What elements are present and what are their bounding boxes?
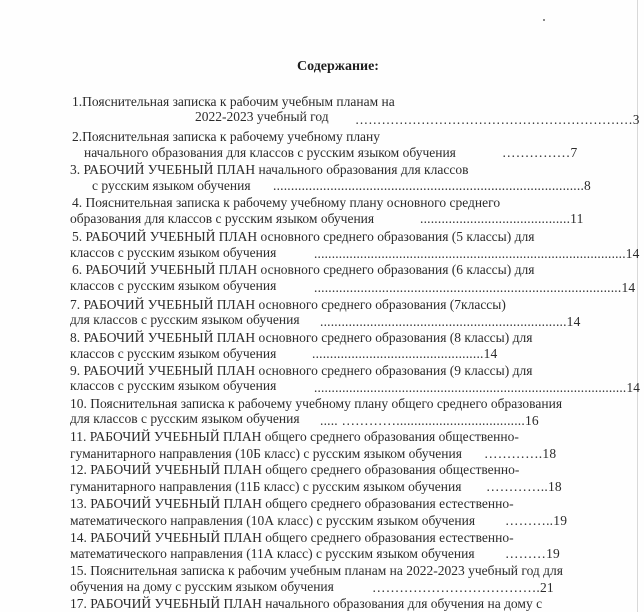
toc-entry-6-line-2: классов с русским языком обучения [70,278,277,293]
toc-entry-13-line-2: математического направления (10А класс) с русским языком обучения [70,513,476,528]
toc-entry-9-leader: .........................................................................................14 [314,380,641,395]
toc-entry-15-leader: ……………………………….21 [372,580,554,595]
toc-entry-9-line-2: классов с русским языком обучения [70,378,277,393]
toc-entry-3-leader: .......................................................................................8 [273,178,591,193]
toc-entry-4-line-2: образования для классов с русским языком обучения [70,211,375,226]
toc-entry-1-line-1: 1.Пояснительная записка к рабочим учебным планам на [72,94,395,109]
toc-entry-11-line-2: гуманитарного направления (10Б класс) с русским языком обучения [70,446,462,461]
toc-entry-5-line-1: 5. РАБОЧИЙ УЧЕБНЫЙ ПЛАН основного среднего образования (5 классы) для [72,229,535,244]
toc-entry-4-leader: ..........................................11 [420,211,584,226]
toc-entry-12-line-1: 12. РАБОЧИЙ УЧЕБНЫЙ ПЛАН общего среднего образования общественно- [70,462,520,477]
toc-entry-1-leader: ………………………………………………………3 [355,112,640,127]
toc-entry-7-line-2: для классов с русским языком обучения [70,312,300,327]
toc-entry-13-leader: ………..19 [505,513,568,528]
toc-entry-8-leader: ................................................14 [312,346,498,361]
toc-entry-2-line-2: начального образования для классов с русским языком обучения [84,145,456,160]
toc-entry-5-line-2: классов с русским языком обучения [70,245,277,260]
toc-entry-2-line-1: 2.Пояснительная записка к рабочему учебному плану [72,129,381,144]
toc-entry-10-leader: ..... …………....................................16 [320,413,539,428]
toc-entry-12-leader: …………..18 [486,479,562,494]
toc-entry-6-line-1: 6. РАБОЧИЙ УЧЕБНЫЙ ПЛАН основного среднего образования (6 классы) для [72,262,535,277]
toc-entry-14-leader: ………19 [505,546,560,561]
toc-entry-10-line-2: для классов с русским языком обучения [70,411,300,426]
toc-entry-11-leader: ………….18 [484,446,557,461]
toc-entry-14-line-1: 14. РАБОЧИЙ УЧЕБНЫЙ ПЛАН общего среднего образования естественно- [70,530,514,545]
toc-entry-14-line-2: математического направления (11А класс) с русским языком обучения [70,546,475,561]
toc-entry-17-line-1: 17. РАБОЧИЙ УЧЕБНЫЙ ПЛАН начального образования для обучения на дому с [70,596,543,611]
toc-entry-5-leader: ........................................................................................14 [314,246,640,261]
toc-entry-8-line-1: 8. РАБОЧИЙ УЧЕБНЫЙ ПЛАН основного среднего образования (8 классы) для [70,330,533,345]
toc-entry-1-line-2: 2022-2023 учебный год [195,109,329,124]
toc-entry-4-line-1: 4. Пояснительная записка к рабочему учебному плану основного среднего [72,195,501,210]
toc-entry-3-line-2: с русским языком обучения [92,178,251,193]
toc-entry-15-line-1: 15. Пояснительная записка к рабочим учебным планам на 2022-2023 учебный год для [70,563,563,578]
toc-entry-13-line-1: 13. РАБОЧИЙ УЧЕБНЫЙ ПЛАН общего среднего образования естественно- [70,496,514,511]
toc-entry-8-line-2: классов с русским языком обучения [70,346,277,361]
toc-entry-6-leader: ......................................................................................14 [314,280,636,295]
toc-entry-7-line-1: 7. РАБОЧИЙ УЧЕБНЫЙ ПЛАН основного среднего образования (7классы) [70,297,506,312]
toc-entry-9-line-1: 9. РАБОЧИЙ УЧЕБНЫЙ ПЛАН основного среднего образования (9 классы) для [70,363,533,378]
toc-entry-7-leader: .....................................................................14 [320,314,581,329]
toc-entry-15-line-2: обучения на дому с русским языком обучения [70,579,334,594]
toc-entry-3-line-1: 3. РАБОЧИЙ УЧЕБНЫЙ ПЛАН начального образования для классов [70,162,469,177]
toc-entry-2-leader: ……………7 [502,145,578,160]
toc-entry-10-line-1: 10. Пояснительная записка к рабочему учебному плану общего среднего образования [70,396,563,411]
toc-entry-12-line-2: гуманитарного направления (11Б класс) с русским языком обучения [70,479,462,494]
page-title: Содержание: [297,59,379,74]
toc-entry-11-line-1: 11. РАБОЧИЙ УЧЕБНЫЙ ПЛАН общего среднего образования общественно- [70,429,519,444]
